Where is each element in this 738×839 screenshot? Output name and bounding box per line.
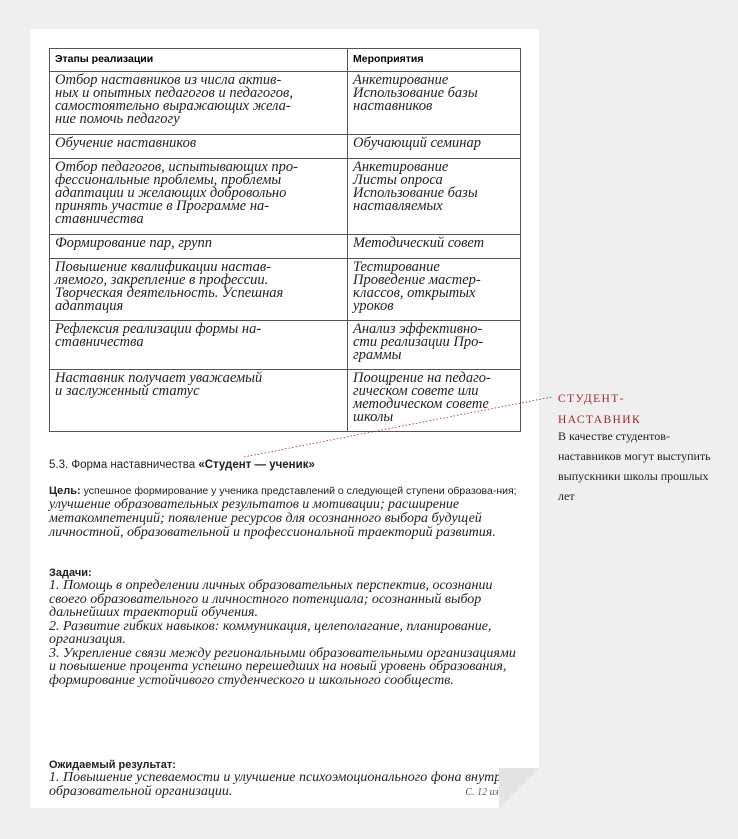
events-cell: Анкетирование Листы опроса Использование базы наставляемых [348,159,521,235]
tasks-label: Задачи: [49,567,92,579]
stage-cell: Рефлексия реализации формы на- ставничества [50,321,348,370]
header-events: Мероприятия [348,49,521,72]
result-item: 1. Повышение успеваемости и улучшение психоэмоционального фона внутри образовательной организации. [49,770,509,799]
task-item: 3. Укрепление связи между региональными образовательными организациями и повышение процента успешно перешедших на новый уровень образования, формирование устойчивого студенческого и школьного сообществ. [49,645,516,688]
events-cell: Поощрение на педаго- гическом совете или методическом совете школы [348,370,521,432]
section-number-title: 5.3. Форма наставничества [49,459,199,471]
task-item: 2. Развитие гибких навыков: коммуникация, целеполагание, планирование, организация. [49,618,492,647]
sidebar-title: СТУДЕНТ- НАСТАВНИК [558,393,642,426]
section-form-name: «Студент — ученик» [198,459,315,471]
stage-cell: Отбор наставников из числа актив- ных и опытных педагогов и педагогов, самостоятельно выражающих жела- ние помочь педагогу [50,72,348,135]
stage-cell: Обучение наставников [50,135,348,159]
goal-label: Цель: [49,485,81,497]
stage-cell: Формирование пар, групп [50,235,348,259]
dotted-leader [244,397,552,457]
goal-text: улучшение образовательных результатов и мотивации; расширение метакомпетенций; появление ресурсов для осознанного выбора будущей личностной, образовательной и профессиональной траекторий развития. [49,497,496,540]
events-cell: Анкетирование Использование базы наставников [348,72,521,135]
page-number: С. 12 из 23 [465,787,511,798]
header-stages: Этапы реализации [50,49,348,72]
events-cell: Тестирование Проведение мастер- классов, открытых уроков [348,259,521,321]
stage-cell: Наставник получает уважаемый и заслуженный статус [50,370,348,432]
results-label: Ожидаемый результат: [49,759,176,771]
goal-lead: успешное формирование у ученика представлений о следующей ступени образова-ния; [80,485,517,497]
task-item: 1. Помощь в определении личных образовательных перспектив, осознании своего образовательного и личностного потенциала; осознанный выбор дальнейших траекторий обучения. [49,578,493,620]
events-cell: Анализ эффективно- сти реализации Про- граммы [348,321,521,370]
events-cell: Обучающий семинар [348,135,521,159]
stage-cell: Повышение квалификации настав- ляемого, закрепление в профессии. Творческая деятельность. Успешная адаптация [50,259,348,321]
stage-cell: Отбор педагогов, испытывающих про- фессиональные проблемы, проблемы адаптации и желающих добровольно принять участие в Программе на- ставничества [50,159,348,235]
sidebar-note: В качестве студентов-наставников могут выступить выпускники школы прошлых лет [558,429,711,503]
events-cell: Методический совет [348,235,521,259]
